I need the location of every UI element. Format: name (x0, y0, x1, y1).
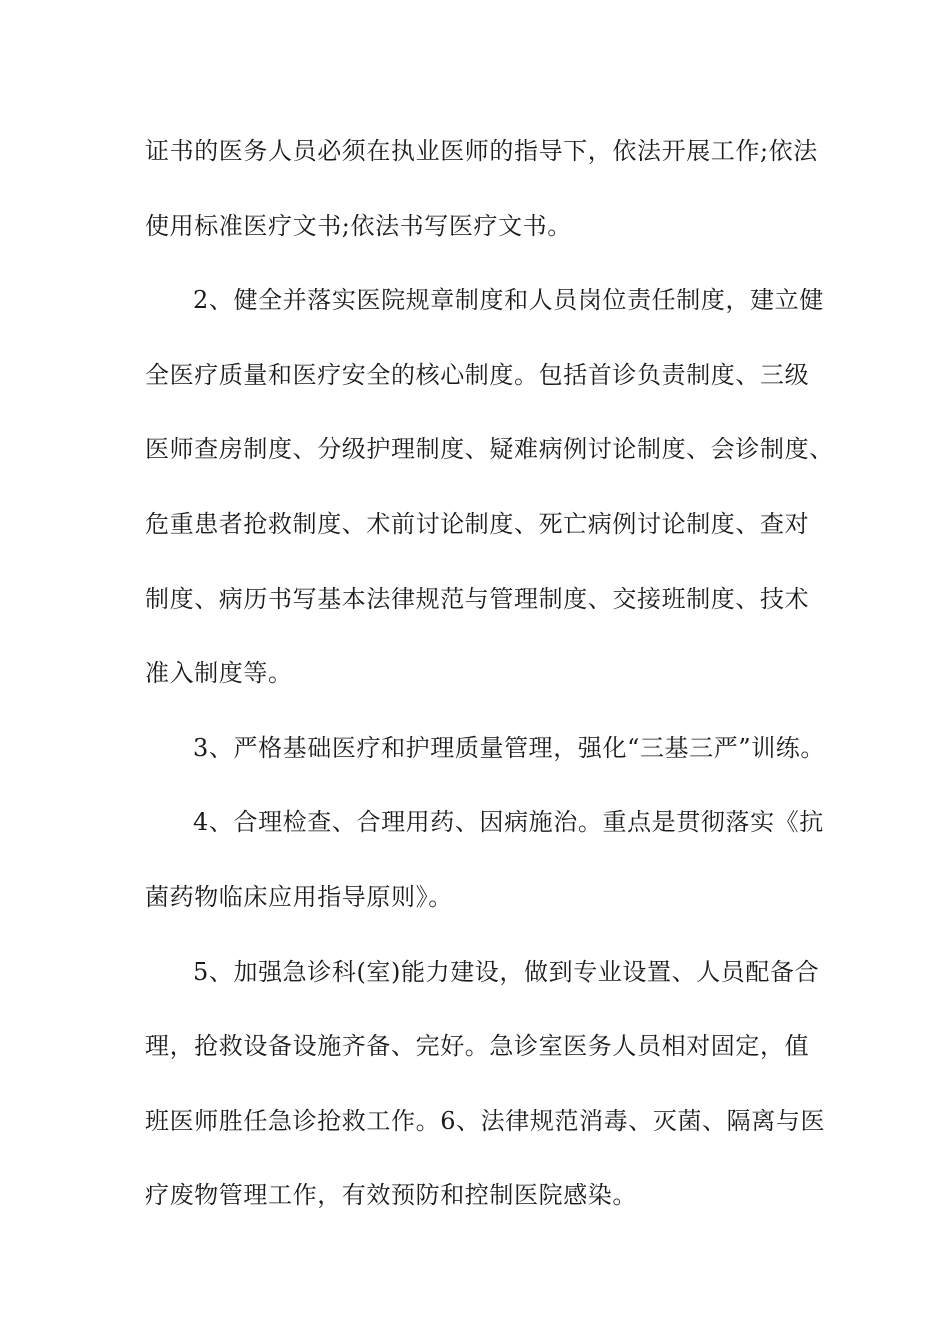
text-line: 理，抢救设备设施齐备、完好。急诊室医务人员相对固定，值 (145, 1032, 810, 1061)
text-line: 准入制度等。 (145, 659, 293, 688)
paragraph-start-line: 3、严格基础医疗和护理质量管理，强化“三基三严”训练。 (193, 733, 826, 762)
paragraph-start-line: 4、合理检查、合理用药、因病施治。重点是贯彻落实《抗 (193, 808, 824, 837)
text-line: 全医疗质量和医疗安全的核心制度。包括首诊负责制度、三级 (145, 360, 810, 389)
paragraph-start-line: 5、加强急诊科(室)能力建设，做到专业设置、人员配备合 (193, 957, 820, 986)
document-body (145, 118, 834, 1237)
text-line: 医师查房制度、分级护理制度、疑难病例讨论制度、会诊制度、 (145, 435, 834, 464)
text-line: 制度、病历书写基本法律规范与管理制度、交接班制度、技术 (145, 584, 810, 613)
text-line: 危重患者抢救制度、术前讨论制度、死亡病例讨论制度、查对 (145, 509, 810, 538)
text-line: 班医师胜任急诊抢救工作。6、法律规范消毒、灭菌、隔离与医 (145, 1106, 826, 1135)
text-line: 证书的医务人员必须在执业医师的指导下，依法开展工作;依法 (145, 137, 818, 165)
paragraph-start-line: 2、健全并落实医院规章制度和人员岗位责任制度，建立健 (193, 286, 824, 315)
text-line: 使用标准医疗文书;依法书写医疗文书。 (145, 211, 572, 240)
text-line: 菌药物临床应用指导原则》。 (145, 882, 453, 911)
text-line: 疗废物管理工作，有效预防和控制医院感染。 (145, 1181, 637, 1210)
